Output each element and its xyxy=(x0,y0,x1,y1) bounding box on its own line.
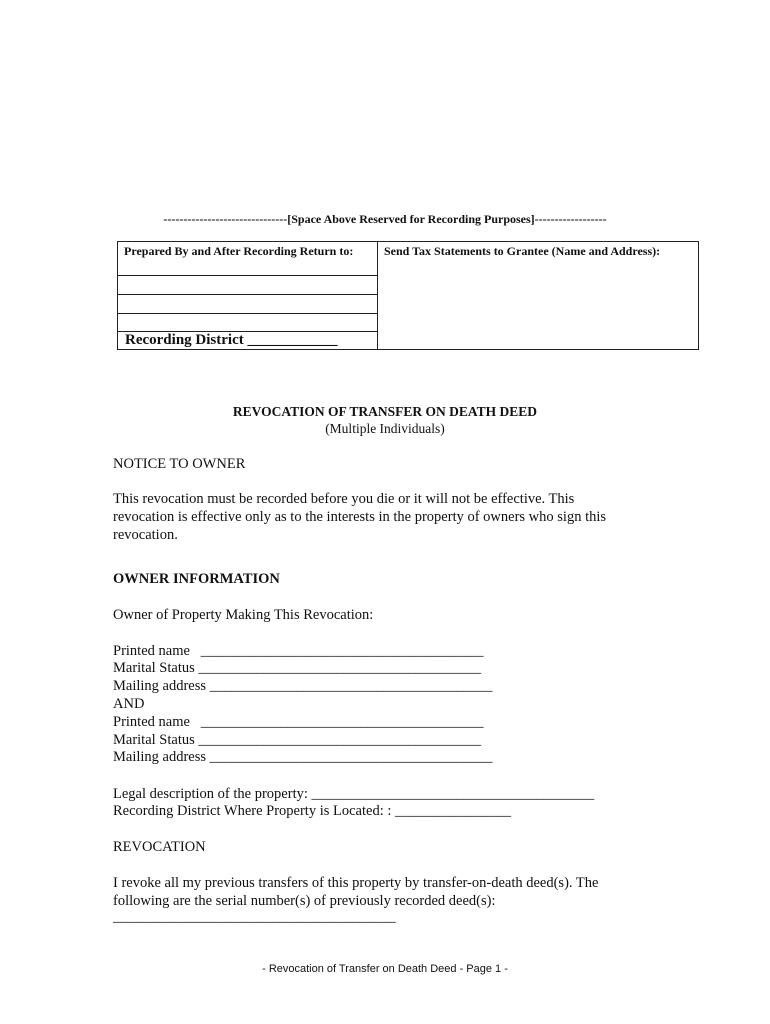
tax-statements-label: Send Tax Statements to Grantee (Name and Address): xyxy=(384,244,661,258)
recording-district-located: Recording District Where Property is Located: : ________________ xyxy=(113,803,511,819)
return-to-line-3 xyxy=(118,313,377,314)
document-title: REVOCATION OF TRANSFER ON DEATH DEED xyxy=(232,404,538,419)
owner1-printed-name: Printed name _______________________________________ xyxy=(113,643,484,659)
notice-line-2: revocation is effective only as to the interests in the property of owners who sign this xyxy=(113,509,607,525)
owner1-marital-status: Marital Status _______________________________________ xyxy=(113,660,482,676)
page-footer: - Revocation of Transfer on Death Deed - Page 1 - xyxy=(262,963,508,975)
recording-district-field: Recording District ____________ xyxy=(125,332,338,348)
owner2-mailing-address: Mailing address _______________________________________ xyxy=(113,749,493,765)
legal-description: Legal description of the property: _______________________________________ xyxy=(113,786,595,802)
notice-line-3: revocation. xyxy=(113,527,178,543)
owner1-mailing-address: Mailing address _______________________________________ xyxy=(113,678,493,694)
revocation-serial-blank: _______________________________________ xyxy=(113,909,396,925)
and-label: AND xyxy=(113,696,145,712)
return-to-line-1 xyxy=(118,275,377,276)
owner2-marital-status: Marital Status _______________________________________ xyxy=(113,732,482,748)
tax-statements-box xyxy=(377,241,699,350)
return-to-line-2 xyxy=(118,294,377,295)
return-to-box xyxy=(117,241,378,350)
return-to-label: Prepared By and After Recording Return to: xyxy=(124,244,354,258)
recording-space-line: -------------------------------[Space Above Reserved for Recording Purposes]------------------ xyxy=(163,212,607,226)
notice-line-1: This revocation must be recorded before you die or it will not be effective. This xyxy=(113,491,575,507)
owner2-printed-name: Printed name _______________________________________ xyxy=(113,714,484,730)
revocation-heading: REVOCATION xyxy=(113,839,206,855)
notice-heading: NOTICE TO OWNER xyxy=(113,456,246,472)
revocation-line-1: I revoke all my previous transfers of this property by transfer-on-death deed(s). The xyxy=(113,875,599,891)
owner-intro: Owner of Property Making This Revocation: xyxy=(113,607,374,623)
document-subtitle: (Multiple Individuals) xyxy=(325,421,445,436)
owner-info-heading: OWNER INFORMATION xyxy=(113,571,280,587)
revocation-line-2: following are the serial number(s) of previously recorded deed(s): xyxy=(113,893,496,909)
